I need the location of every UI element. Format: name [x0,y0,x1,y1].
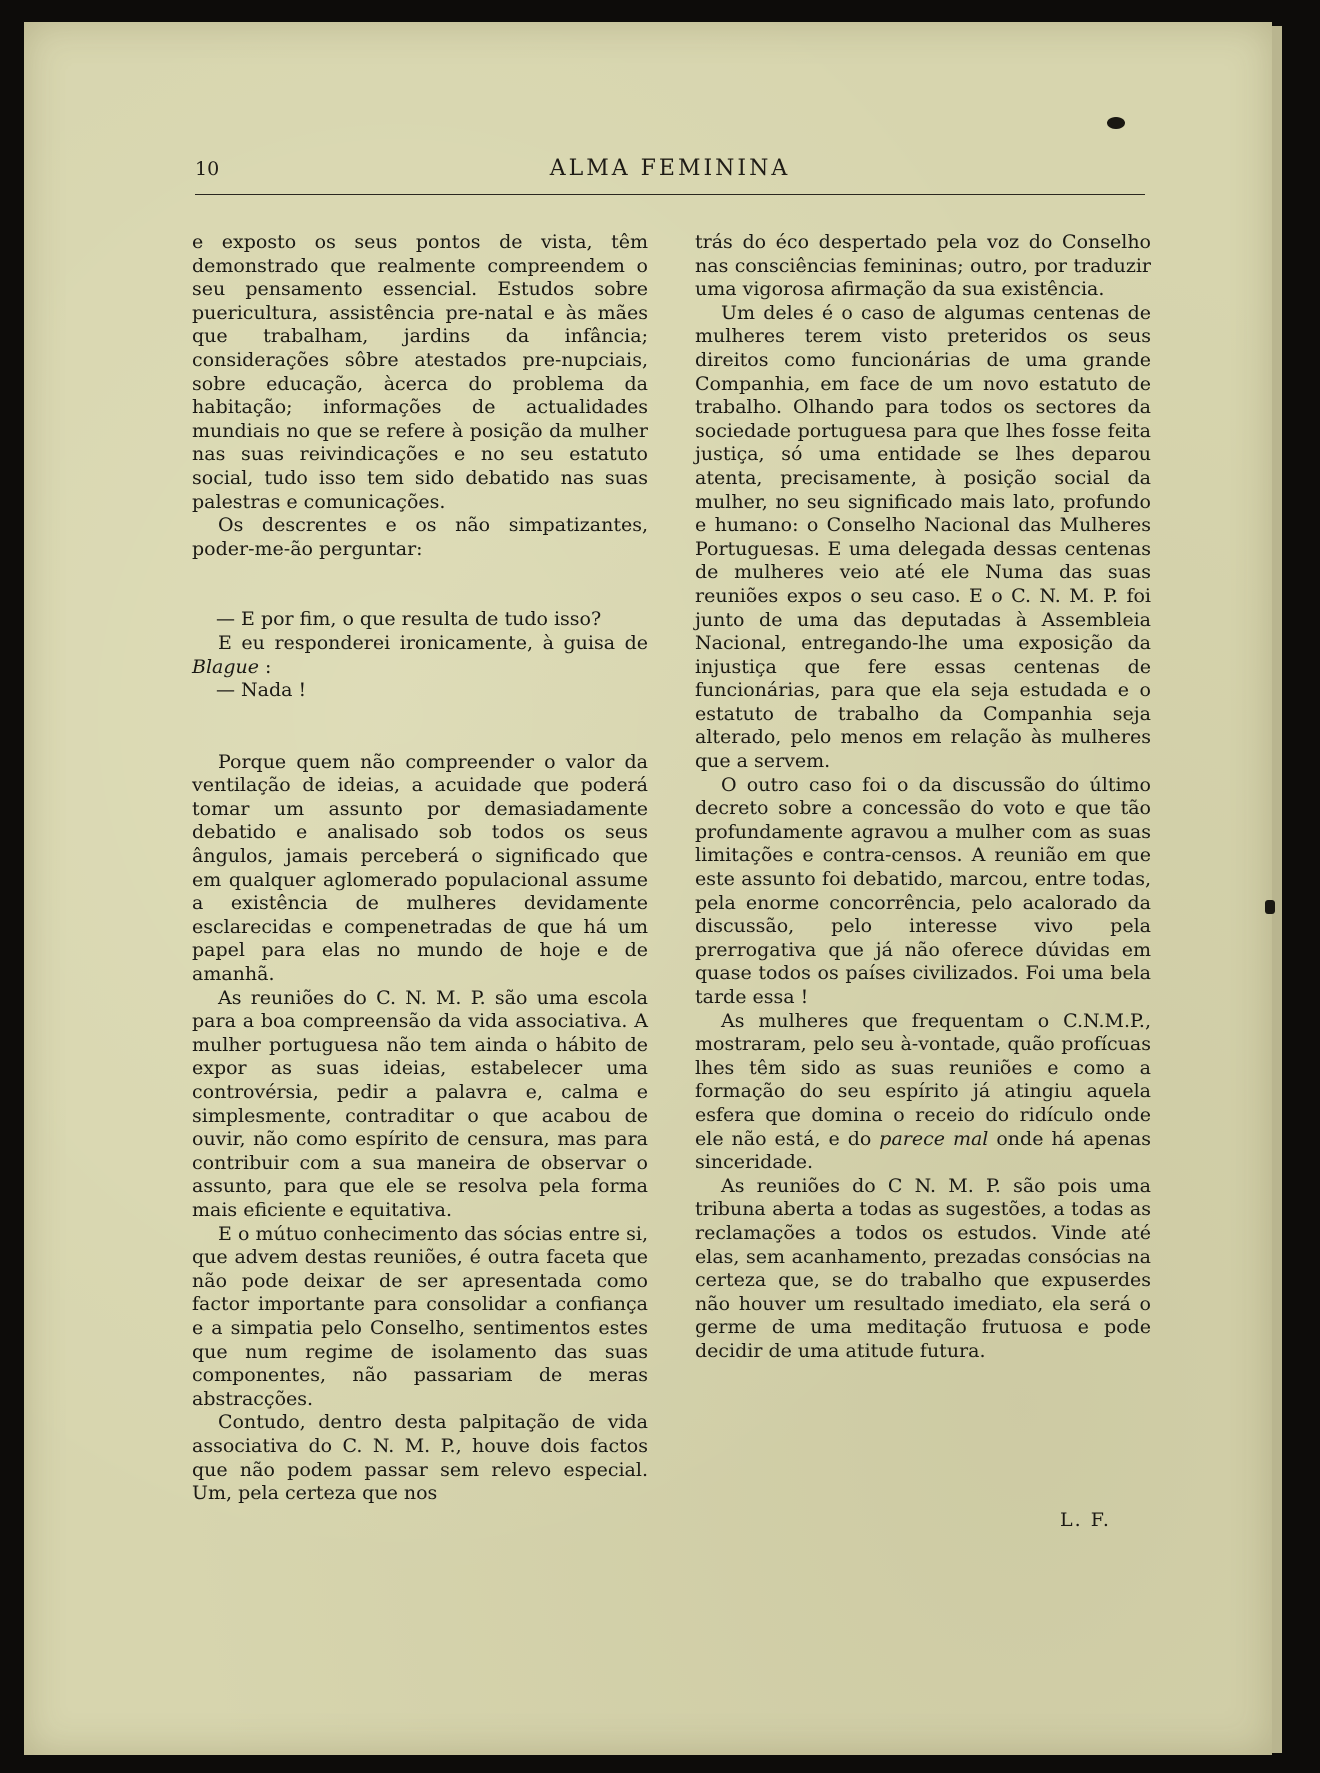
paragraph: Um deles é o caso de algumas centenas de mulheres terem visto preteridos os seus direitos como funcionárias de uma grande Companhia, em face de um novo estatuto de trabalho. Olhando para todos os sectores da sociedade portuguesa para que lhes fosse feita justiça, só uma entidade se lhes deparou atenta, precisamente, à posição social da mulher, no seu significado mais lato, profundo e humano: o Conselho Nacional das Mulheres Portuguesas. E uma delegada dessas centenas de mulheres veio até ele Numa das suas reuniões expos o seu caso. E o C. N. M. P. foi junto de uma das deputadas à Assembleia Nacional, entregando-lhe uma exposição da injustiça que fere essas centenas de funcionárias, para que ela seja estudada e o estatuto de trabalho da Companhia seja alterado, pelo menos em relação às mulheres que a servem. [695,301,1151,773]
paragraph: Contudo, dentro desta palpitação de vida associativa do C. N. M. P., houve dois factos que não podem passar sem relevo especial. Um, pela certeza que nos [192,1411,648,1505]
next-page-edge [1272,26,1282,1753]
text-run: As mulheres que frequentam o C.N.M.P., mostraram, pelo seu à-vontade, quão profícuas lhes têm sido as suas reuniões e como a formação do seu espírito já atingiu aquela esfera que domina o receio do ridículo onde ele não está, e do [695,1009,1151,1150]
left-column [192,231,648,1506]
publication-title: ALMA FEMININA [549,156,791,181]
spacer [192,703,648,751]
page-number: 10 [195,158,220,180]
ink-stain [1107,117,1125,129]
spacer [192,561,648,608]
paragraph: As reuniões do C. N. M. P. são uma escola para a boa compreensão da vida associativa. A mulher portuguesa não tem ainda o hábito de expor as suas ideias, estabelecer uma controvérsia, pedir a palavra e, calma e simplesmente, contraditar o que acabou de ouvir, não como espírito de censura, mas para contribuir com a sua maneira de observar o assunto, para que ele se resolva pela forma mais eficiente e equitativa. [192,986,648,1221]
paragraph: trás do éco despertado pela voz do Conselho nas consciências femininas; outro, por traduzir uma vigorosa afirmação da sua existência. [695,231,1151,301]
paragraph: Os descrentes e os não simpatizantes, poder-me-ão perguntar: [192,514,648,560]
dialog-line: — Nada ! [216,679,307,702]
paragraph: e exposto os seus pontos de vista, têm demonstrado que realmente compreendem o seu pensamento essencial. Estudos sobre puericultura, assistência pre-natal e às mães que trabalham, jardins da infância; considerações sôbre atestados pre-nupciais, sobre educação, àcerca do problema da habitação; informações de actualidades mundiais no que se refere à posição da mulher nas suas reivindicações e no seu estatuto social, tudo isso tem sido debatido nas suas palestras e comunicações. [192,231,648,513]
paragraph: O outro caso foi o da discussão do último decreto sobre a concessão do voto e que tão profundamente agravou a mulher com as suas limitações e contra-censos. A reunião em que este assunto foi debatido, marcou, entre todas, pela enorme concorrência, pelo acalorado da discussão, pelo interesse vivo pela prerrogativa que já não oferece dúvidas em quase todos os países civilizados. Foi uma bela tarde essa ! [695,773,1151,1008]
right-column [695,231,1151,1364]
paragraph: Porque quem não compreender o valor da ventilação de ideias, a acuidade que poderá tomar um assunto por demasiadamente debatido e analisado sob todos os seus ângulos, jamais perceberá o significado que em qualquer aglomerado populacional assume a existência de mulheres devidamente esclarecidas e compenetradas de que há um papel para elas no mundo de hoje e de amanhã. [192,750,648,986]
binding-mark [1265,900,1275,914]
text-run: onde há apenas sinceridade. [695,1127,1152,1174]
dialog-line: — E por fim, o que resulta de tudo isso? [216,608,602,631]
italic-text: parece mal [879,1127,989,1150]
paragraph [192,632,648,679]
paragraph: E o mútuo conhecimento das sócias entre si, que advem destas reuniões, é outra faceta que não pode deixar de ser apresentada como factor importante para consolidar a confiança e a simpatia pelo Conselho, sentimentos estes que num regime de isolamento das suas componentes, não passariam de meras abstracções. [192,1222,648,1410]
text-run: : [259,655,272,678]
text-run: E eu responderei ironicamente, à guisa de [218,631,648,654]
paragraph [695,1010,1151,1175]
italic-text: Blague [192,655,260,678]
page-header [195,154,1145,195]
author-signature: L. F. [1060,1509,1111,1531]
paragraph: As reuniões do C N. M. P. são pois uma tribuna aberta a todas as sugestões, a todas as reclamações a todos os estudos. Vinde até elas, sem acanhamento, prezadas consócias na certeza que, se do trabalho que expuserdes não houver um resultado imediato, ela será o germe de uma meditação frutuosa e pode decidir de uma atitude futura. [695,1174,1151,1362]
